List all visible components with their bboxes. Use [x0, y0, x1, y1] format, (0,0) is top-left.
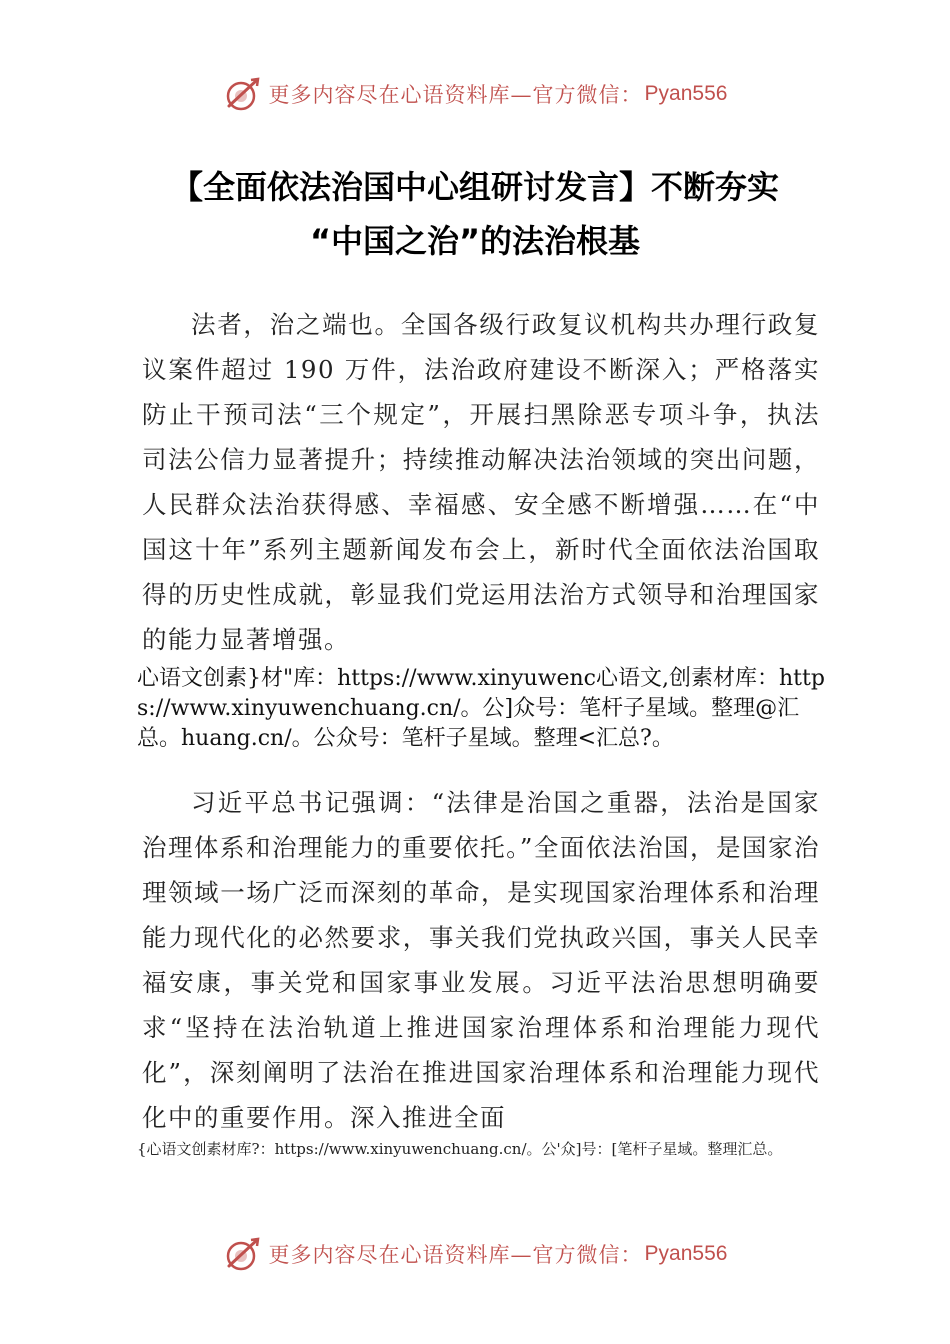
- header-banner-text: 更多内容尽在心语资料库—官方微信：: [268, 83, 643, 107]
- watermark-text-1: 心语文创素}材"库：https://www.xinyuwenc心语文,创素材库：https://www.xinyuwenchuang.cn/。公]众号：笔杆子星域。整理@汇总。huang.cn/。公众号：笔杆子星域。整理<汇总?。: [137, 666, 825, 751]
- page-title: [60, 160, 890, 268]
- body-paragraph-2: 习近平总书记强调：“法律是治国之重器，法治是国家治理体系和治理能力的重要依托。”全面依法治国，是国家治理领域一场广泛而深刻的革命，是实现国家治理体系和治理能力现代化的必然要求，事关我们党执政兴国，事关人民幸福安康，事关党和国家事业发展。习近平法治思想明确要求“坚持在法治轨道上推进国家治理体系和治理能力现代化”，深刻阐明了法治在推进国家治理体系和治理能力现代化中的重要作用。深入推进全面: [142, 788, 820, 1132]
- title-line-1: 【全面依法治国中心组研讨发言】不断夯实: [170, 168, 779, 206]
- body-paragraph-1: 法者，治之端也。全国各级行政复议机构共办理行政复议案件超过 190 万件，法治政府建设不断深入；严格落实防止干预司法“三个规定”，开展扫黑除恶专项斗争，执法司法公信力显著提升；持续推动解决法治领域的突出问题，人民群众法治获得感、幸福感、安全感不断增强……在“中国这十年”系列主题新闻发布会上，新时代全面依法治国取得的历史性成就，彰显我们党运用法治方式领导和治理国家的能力显著增强。: [142, 310, 820, 654]
- footer-banner-text: 更多内容尽在心语资料库—官方微信：: [268, 1243, 643, 1267]
- brand-logo-icon: [223, 1234, 263, 1274]
- title-line-2: “中国之治”的法治根基: [309, 222, 641, 260]
- header-banner: [0, 72, 950, 116]
- footer-banner: [0, 1232, 950, 1276]
- header-wechat-id: Pyan556: [644, 82, 728, 105]
- watermark-text-2: {心语文创素材库?：https://www.xinyuwenchuang.cn/。公'众]号：[笔杆子星域。整理汇总。: [137, 1140, 783, 1158]
- footer-wechat-id: Pyan556: [644, 1242, 728, 1265]
- brand-logo-icon: [223, 74, 263, 114]
